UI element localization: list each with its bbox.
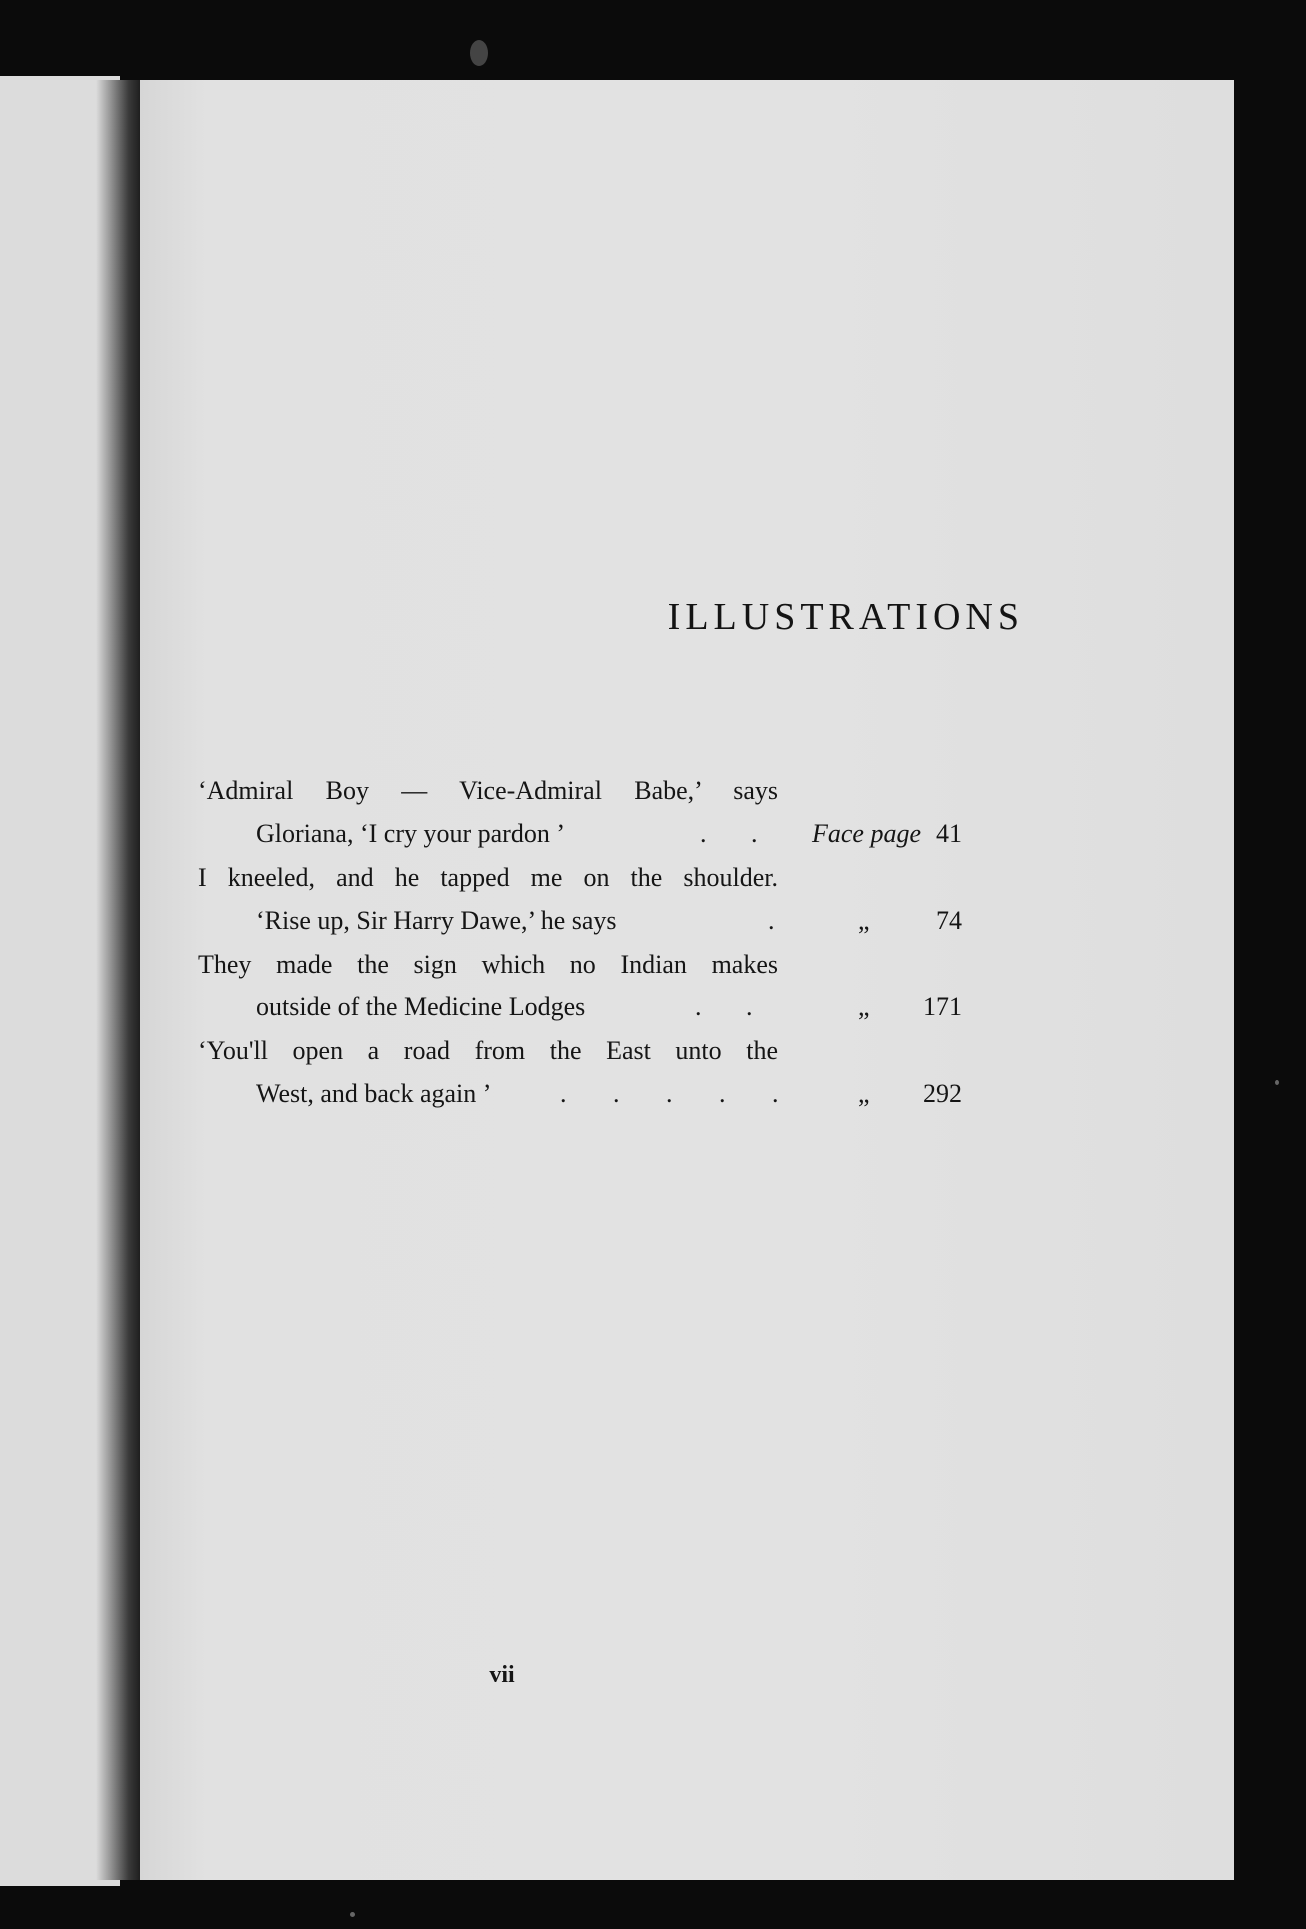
entry-1-leader-dots: . . (700, 819, 758, 848)
scan-artifact (350, 1912, 355, 1917)
book-page (140, 80, 1234, 1880)
scan-artifact (1275, 1080, 1279, 1085)
entry-2-line-1: I kneeled, and he tapped me on the shoulder. (198, 863, 778, 892)
entry-4-ditto-mark: „ (858, 1079, 870, 1108)
page-heading: ILLUSTRATIONS (667, 596, 1024, 638)
entry-2-line-2: ‘Rise up, Sir Harry Dawe,’ he says (256, 906, 617, 935)
entry-2-ditto-mark: „ (858, 906, 870, 935)
entry-1-line-1: ‘Admiral Boy — Vice-Admiral Babe,’ says (198, 776, 778, 805)
entry-4-line-2: West, and back again ’ (256, 1079, 492, 1108)
entry-4-page-number: 292 (923, 1079, 962, 1108)
entry-1-page-number: 41 (936, 819, 962, 848)
entry-3-line-2: outside of the Medicine Lodges (256, 992, 586, 1021)
entry-2-page-number: 74 (936, 906, 962, 935)
entry-2-leader-dots: . (768, 906, 775, 935)
scan-artifact (470, 40, 488, 66)
entry-4-line-1: ‘You'll open a road from the East unto the (198, 1036, 778, 1065)
entry-3-ditto-mark: „ (858, 992, 870, 1021)
entry-1-line-2: Gloriana, ‘I cry your pardon ’ (256, 819, 565, 848)
entry-3-leader-dots: . . (695, 992, 753, 1021)
illustrations-list (140, 80, 1234, 1880)
entry-4-leader-dots: . . . . . (560, 1079, 779, 1108)
entry-3-line-1: They made the sign which no Indian makes (198, 950, 778, 979)
entry-1-face-page-label: Face page (812, 819, 922, 848)
entry-3-page-number: 171 (923, 992, 962, 1021)
page-folio: vii (489, 1662, 515, 1688)
